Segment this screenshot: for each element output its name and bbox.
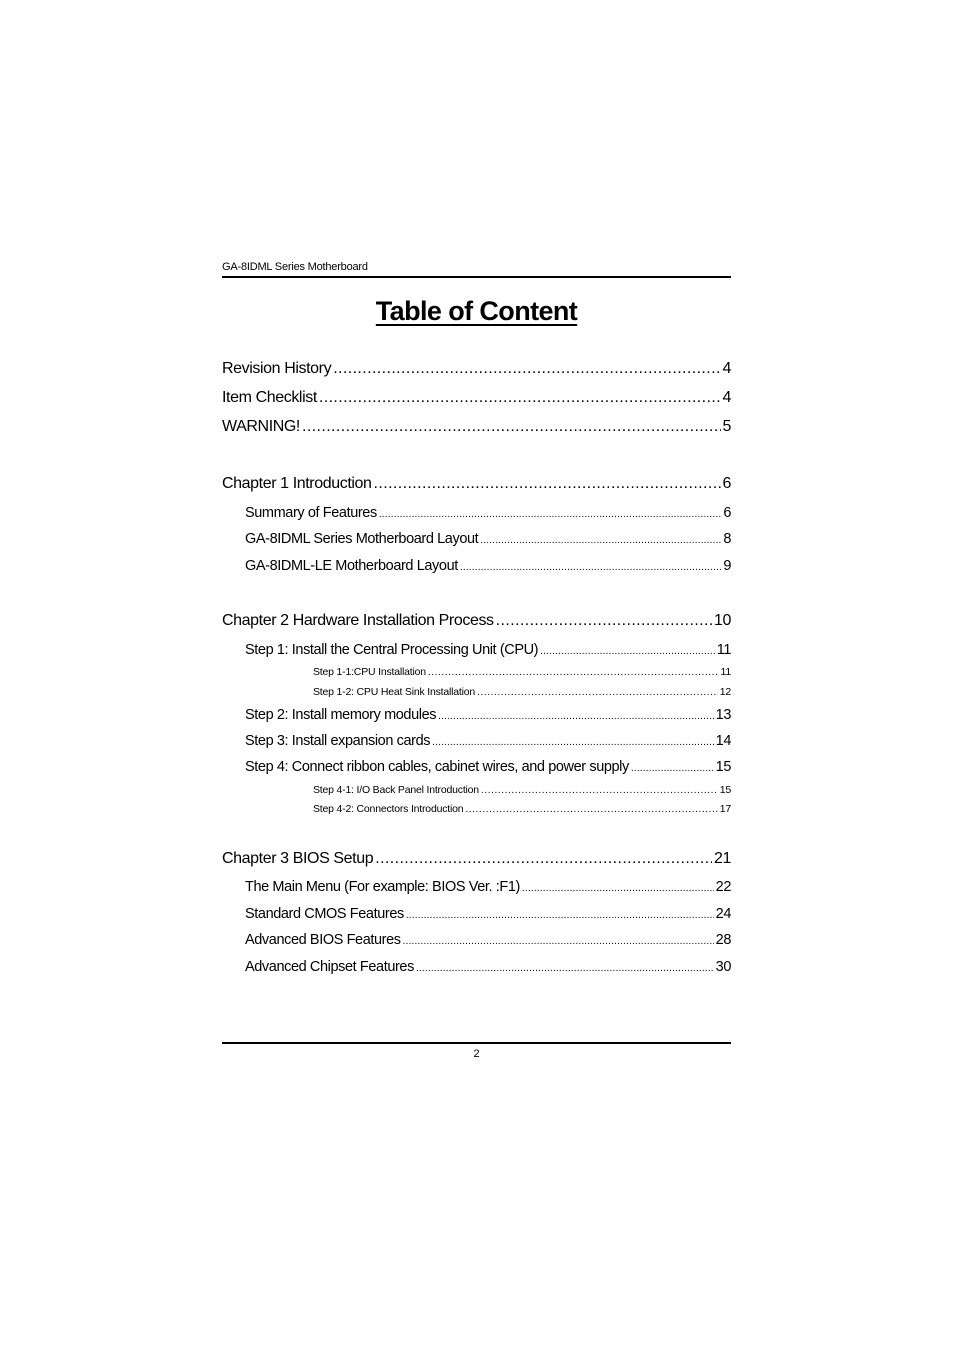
toc-entry-step-4[interactable] [245, 758, 731, 778]
toc-entry-summary-of-features[interactable] [245, 504, 731, 524]
toc-entry-motherboard-layout[interactable] [245, 530, 731, 550]
toc-entry-label: WARNING! [222, 418, 300, 435]
toc-page-number: 5 [722, 418, 731, 435]
toc-leader-dots [432, 734, 714, 752]
toc-page-number: 6 [723, 505, 731, 521]
toc-page-number: 4 [722, 360, 731, 377]
toc-entry-label: Advanced BIOS Features [245, 932, 401, 948]
toc-page-number: 17 [719, 803, 731, 815]
toc-entry-label: GA-8IDML Series Motherboard Layout [245, 531, 479, 547]
toc-page-number: 12 [719, 686, 731, 698]
toc-entry-step-4-1[interactable] [313, 783, 731, 798]
toc-entry-chapter-1[interactable] [222, 474, 731, 494]
toc-page-number: 13 [715, 707, 731, 723]
toc-page-number: 4 [722, 389, 731, 406]
toc-entry-advanced-bios[interactable] [245, 931, 731, 951]
toc-page-number: 28 [715, 932, 731, 948]
toc-entry-step-1[interactable] [245, 641, 731, 661]
toc-page-number: 6 [722, 475, 731, 492]
toc-entry-label: Standard CMOS Features [245, 906, 404, 922]
header-rule [222, 276, 731, 278]
toc-entry-step-4-2[interactable] [313, 802, 731, 817]
toc-leader-dots [631, 760, 714, 778]
page-title-text: Table of Content [375, 296, 578, 326]
toc-leader-dots [438, 708, 714, 726]
toc-leader-dots [496, 611, 712, 631]
toc-leader-dots [428, 666, 719, 680]
toc-leader-dots [406, 907, 714, 925]
toc-leader-dots [416, 960, 714, 978]
toc-leader-dots [522, 880, 714, 898]
toc-leader-dots [375, 849, 712, 869]
toc-entry-label: Revision History [222, 360, 332, 377]
toc-entry-label: Step 1-2: CPU Heat Sink Installation [313, 686, 476, 698]
toc-leader-dots [403, 933, 714, 951]
toc-entry-label: The Main Menu (For example: BIOS Ver. :F1) [245, 879, 520, 895]
toc-entry-label: Chapter 2 Hardware Installation Process [222, 612, 494, 629]
toc-entry-step-2[interactable] [245, 706, 731, 726]
toc-entry-label: Chapter 1 Introduction [222, 475, 372, 492]
toc-entry-step-1-1[interactable] [313, 665, 731, 680]
toc-leader-dots [374, 474, 721, 494]
toc-leader-dots [481, 784, 718, 798]
toc-entry-label: Step 4-2: Connectors Introduction [313, 803, 464, 815]
toc-entry-label: Summary of Features [245, 505, 377, 521]
toc-page-number: 30 [715, 959, 731, 975]
toc-entry-warning[interactable] [222, 417, 731, 437]
toc-leader-dots [379, 506, 722, 524]
toc-page-number: 14 [715, 733, 731, 749]
toc-entry-advanced-chipset[interactable] [245, 958, 731, 978]
toc-leader-dots [460, 559, 721, 577]
toc-entry-label: Step 4: Connect ribbon cables, cabinet wires, and power supply [245, 759, 629, 775]
toc-leader-dots [465, 803, 717, 817]
toc-entry-label: Step 2: Install memory modules [245, 707, 437, 723]
toc-leader-dots [477, 686, 718, 700]
toc-entry-le-motherboard-layout[interactable] [245, 557, 731, 577]
toc-page-number: 21 [714, 850, 731, 867]
toc-entry-chapter-3[interactable] [222, 849, 731, 869]
toc-entry-main-menu[interactable] [245, 878, 731, 898]
page-title [222, 294, 731, 328]
toc-page-number: 11 [716, 642, 731, 658]
toc-entry-label: GA-8IDML-LE Motherboard Layout [245, 558, 458, 574]
toc-leader-dots [540, 643, 715, 661]
toc-entry-label: Step 3: Install expansion cards [245, 733, 431, 749]
toc-leader-dots [480, 532, 721, 550]
footer-rule [222, 1042, 731, 1044]
toc-leader-dots [333, 359, 720, 379]
toc-page-number: 8 [723, 531, 731, 547]
running-header: GA-8IDML Series Motherboard [222, 261, 368, 273]
toc-entry-step-1-2[interactable] [313, 685, 731, 700]
toc-entry-label: Chapter 3 BIOS Setup [222, 850, 374, 867]
toc-page-number: 10 [714, 612, 731, 629]
toc-entry-label: Step 4-1: I/O Back Panel Introduction [313, 784, 479, 796]
footer-page-number: 2 [473, 1048, 480, 1060]
toc-entry-label: Advanced Chipset Features [245, 959, 414, 975]
toc-leader-dots [319, 388, 721, 408]
toc-entry-standard-cmos[interactable] [245, 905, 731, 925]
toc-page-number: 24 [715, 906, 731, 922]
toc-entry-label: Item Checklist [222, 389, 317, 406]
toc-page-number: 9 [723, 558, 731, 574]
toc-entry-label: Step 1: Install the Central Processing Unit (CPU) [245, 642, 539, 658]
toc-page-number: 15 [715, 759, 731, 775]
toc-page-number: 11 [720, 666, 731, 678]
toc-entry-revision-history[interactable] [222, 359, 731, 379]
toc-leader-dots [302, 417, 721, 437]
toc-entry-step-3[interactable] [245, 732, 731, 752]
toc-page-number: 22 [715, 879, 731, 895]
document-page [222, 0, 731, 1348]
toc-entry-item-checklist[interactable] [222, 388, 731, 408]
toc-page-number: 15 [719, 784, 731, 796]
toc-entry-chapter-2[interactable] [222, 611, 731, 631]
toc-entry-label: Step 1-1:CPU Installation [313, 666, 426, 678]
